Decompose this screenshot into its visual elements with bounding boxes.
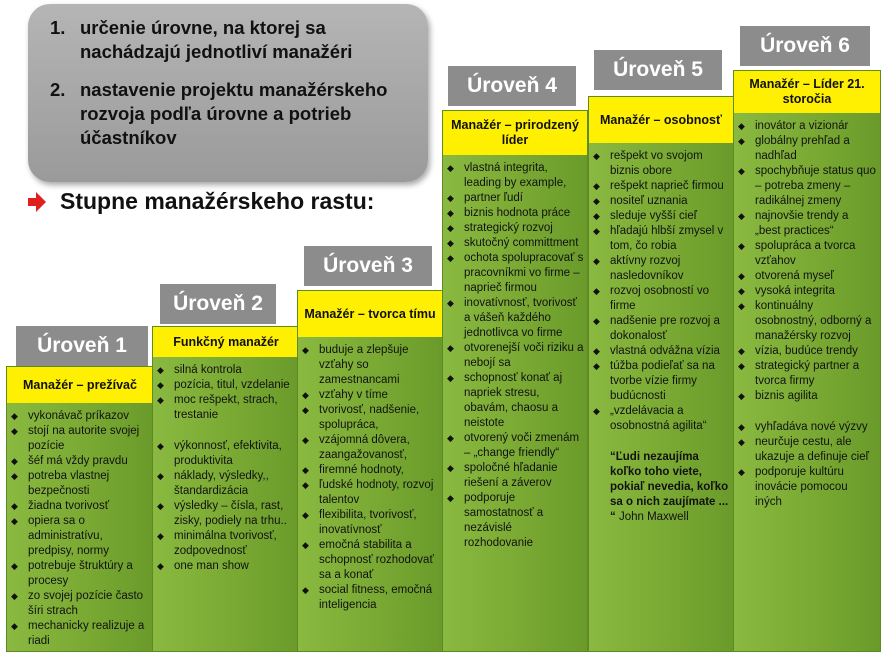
- level-2-tab: [160, 284, 276, 324]
- intro-item: [50, 78, 416, 150]
- level-4-header: [443, 111, 587, 155]
- heading-title: Stupne manažérskeho rastu:: [60, 188, 375, 214]
- level-4-column: [442, 110, 588, 652]
- list-item: ◆ firemné hodnoty,: [302, 463, 439, 478]
- level-5-column: [588, 96, 734, 652]
- list-item: ◆ výkonnosť, efektivita, produktivita: [157, 439, 296, 469]
- level-1-column: [6, 366, 154, 652]
- level-3-list: [298, 337, 442, 613]
- level-header-text: Manažér – prežívač: [23, 377, 137, 392]
- list-item: ◆ spochybňuje status quo – potreba zmeny – radikálnej zmeny: [738, 164, 877, 209]
- list-item: ◆ vykonávač príkazov: [11, 409, 150, 424]
- list-item: ◆ silná kontrola: [157, 363, 296, 378]
- level-3-column: [297, 290, 443, 652]
- level-6-list: [734, 113, 880, 510]
- list-item: ◆ minimálna tvorivosť, zodpovednosť: [157, 529, 296, 559]
- intro-item-text: nastavenie projektu manažérskeho rozvoja podľa úrovne a potrieb účastníkov: [80, 79, 388, 148]
- list-item: ◆ šéf má vždy pravdu: [11, 454, 150, 469]
- level-3-header: [298, 291, 442, 337]
- level-5-list: [589, 143, 733, 525]
- list-item: ◆ aktívny rozvoj nasledovníkov: [593, 254, 730, 284]
- list-item: ◆ nadšenie pre rozvoj a dokonalosť: [593, 314, 730, 344]
- level-6-header: [734, 71, 880, 113]
- list-item: ◆ rešpekt vo svojom biznis obore: [593, 149, 730, 179]
- list-item: ◆ žiadna tvorivosť: [11, 499, 150, 514]
- list-item: ◆ one man show: [157, 559, 296, 574]
- level-label: Úroveň 6: [760, 34, 850, 57]
- intro-box: [28, 4, 428, 182]
- list-item: ◆ otvorenejší voči riziku a nebojí sa: [447, 341, 584, 371]
- level-2-header: [153, 327, 299, 357]
- level-3-tab: [304, 246, 432, 286]
- list-item: ◆ „vzdelávacia a osobnostná agilita“: [593, 404, 730, 434]
- list-item: ◆ hľadajú hlbší zmysel v tom, čo robia: [593, 224, 730, 254]
- level-header-text: Manažér – osobnosť: [600, 112, 722, 127]
- level-4-list: [443, 155, 587, 551]
- level-label: Úroveň 4: [467, 74, 557, 97]
- list-item: ◆ inovátor a vizionár: [738, 119, 877, 134]
- arrow-right-icon: [28, 191, 46, 213]
- list-item: ◆ vysoká integrita: [738, 284, 877, 299]
- level-header-text: Manažér – tvorca tímu: [304, 306, 436, 321]
- level-6-tab: [740, 26, 870, 66]
- list-item: ◆ spolupráca a tvorca vzťahov: [738, 239, 877, 269]
- list-item: ◆ vzťahy v tíme: [302, 388, 439, 403]
- level-label: Úroveň 3: [323, 254, 413, 277]
- list-item: ◆ strategický rozvoj: [447, 221, 584, 236]
- level-header-text: Manažér – prirodzený líder: [451, 118, 579, 147]
- list-item: ◆ spoločné hľadanie riešení a záverov: [447, 461, 584, 491]
- level-1-header: [7, 367, 153, 403]
- maxwell-quote: [593, 450, 730, 525]
- list-item: ◆ výsledky – čísla, rast, zisky, podiely na trhu..: [157, 499, 296, 529]
- list-item: ◆ nositeľ uznania: [593, 194, 730, 209]
- list-item: ◆ pozícia, titul, vzdelanie: [157, 378, 296, 393]
- list-item: ◆ sleduje vyšší cieľ: [593, 209, 730, 224]
- list-item: ◆ emočná stabilita a schopnosť rozhodovať sa a konať: [302, 538, 439, 583]
- level-1-list: [7, 403, 153, 649]
- list-item: ◆ ľudské hodnoty, rozvoj talentov: [302, 478, 439, 508]
- list-item: ◆ náklady, výsledky,, štandardizácia: [157, 469, 296, 499]
- level-label: Úroveň 2: [173, 292, 263, 315]
- level-5-header: [589, 97, 733, 143]
- quote-text: “Ľudi nezaujíma koľko toho viete, pokiaľ nevedia, koľko sa o nich zaujímate ... “: [610, 451, 729, 523]
- list-item: ◆ vlastná integrita, leading by example,: [447, 161, 584, 191]
- level-2-column: [152, 326, 300, 652]
- list-item: ◆ biznis agilita: [738, 389, 877, 404]
- list-item: ◆ ochota spolupracovať s pracovníkmi vo firme – naprieč firmou: [447, 251, 584, 296]
- list-item: ◆ schopnosť konať aj napriek stresu, obavám, chaosu a neistote: [447, 371, 584, 431]
- list-item: ◆ kontinuálny osobnostný, odborný a manažérsky rozvoj: [738, 299, 877, 344]
- list-item: ◆ stojí na autorite svojej pozície: [11, 424, 150, 454]
- quote-author: John Maxwell: [618, 511, 689, 523]
- list-item: ◆ partner ľudí: [447, 191, 584, 206]
- intro-item-number: 2.: [50, 79, 66, 100]
- list-item: ◆ túžba podieľať sa na tvorbe vízie firmy budúcnosti: [593, 359, 730, 404]
- intro-item: [50, 16, 416, 64]
- list-item: ◆ strategický partner a tvorca firmy: [738, 359, 877, 389]
- level-5-tab: [594, 50, 722, 90]
- list-item: ◆ inovatívnosť, tvorivosť a vášeň každého jednotlivca vo firme: [447, 296, 584, 341]
- section-heading: [28, 188, 374, 215]
- list-item: ◆ vyhľadáva nové výzvy: [738, 420, 877, 435]
- list-item: ◆ otvorený voči zmenám – „change friendly“: [447, 431, 584, 461]
- list-item: ◆ mechanicky realizuje a riadi: [11, 619, 150, 649]
- level-label: Úroveň 1: [37, 334, 127, 357]
- list-item: ◆ globálny prehľad a nadhľad: [738, 134, 877, 164]
- list-item: ◆ rozvoj osobností vo firme: [593, 284, 730, 314]
- list-item: ◆ tvorivosť, nadšenie, spolupráca,: [302, 403, 439, 433]
- list-item: ◆ biznis hodnota práce: [447, 206, 584, 221]
- list-item: ◆ flexibilita, tvorivosť, inovatívnosť: [302, 508, 439, 538]
- list-item: ◆ najnovšie trendy a „best practices“: [738, 209, 877, 239]
- list-item: ◆ neurčuje cestu, ale ukazuje a definuje cieľ: [738, 435, 877, 465]
- list-item: ◆ otvorená myseľ: [738, 269, 877, 284]
- level-1-tab: [16, 326, 148, 366]
- list-item: ◆ moc rešpekt, strach, trestanie: [157, 393, 296, 423]
- intro-item-text: určenie úrovne, na ktorej sa nachádzajú jednotliví manažéri: [80, 17, 353, 62]
- list-item: ◆ podporuje kultúru inovácie pomocou iných: [738, 465, 877, 510]
- list-item: ◆ potreba vlastnej bezpečnosti: [11, 469, 150, 499]
- level-header-text: Funkčný manažér: [173, 334, 279, 349]
- list-item: ◆ potrebuje štruktúry a procesy: [11, 559, 150, 589]
- list-item: ◆ vlastná odvážna vízia: [593, 344, 730, 359]
- list-item: ◆ rešpekt naprieč firmou: [593, 179, 730, 194]
- list-item: ◆ skutočný committment: [447, 236, 584, 251]
- list-item: ◆ vízia, budúce trendy: [738, 344, 877, 359]
- list-item: ◆ opiera sa o administratívu, predpisy, normy: [11, 514, 150, 559]
- list-item: ◆ zo svojej pozície často šíri strach: [11, 589, 150, 619]
- level-label: Úroveň 5: [613, 58, 703, 81]
- level-6-column: [733, 70, 881, 652]
- list-item: ◆ vzájomná dôvera, zaangažovanosť,: [302, 433, 439, 463]
- level-4-tab: [448, 66, 576, 106]
- level-2-list: [153, 357, 299, 574]
- list-item: ◆ podporuje samostatnosť a nezávislé rozhodovanie: [447, 491, 584, 551]
- intro-item-number: 1.: [50, 17, 66, 38]
- list-item: ◆ buduje a zlepšuje vzťahy so zamestnancami: [302, 343, 439, 388]
- list-item: ◆ social fitness, emočná inteligencia: [302, 583, 439, 613]
- level-header-text: Manažér – Líder 21. storočia: [749, 77, 865, 106]
